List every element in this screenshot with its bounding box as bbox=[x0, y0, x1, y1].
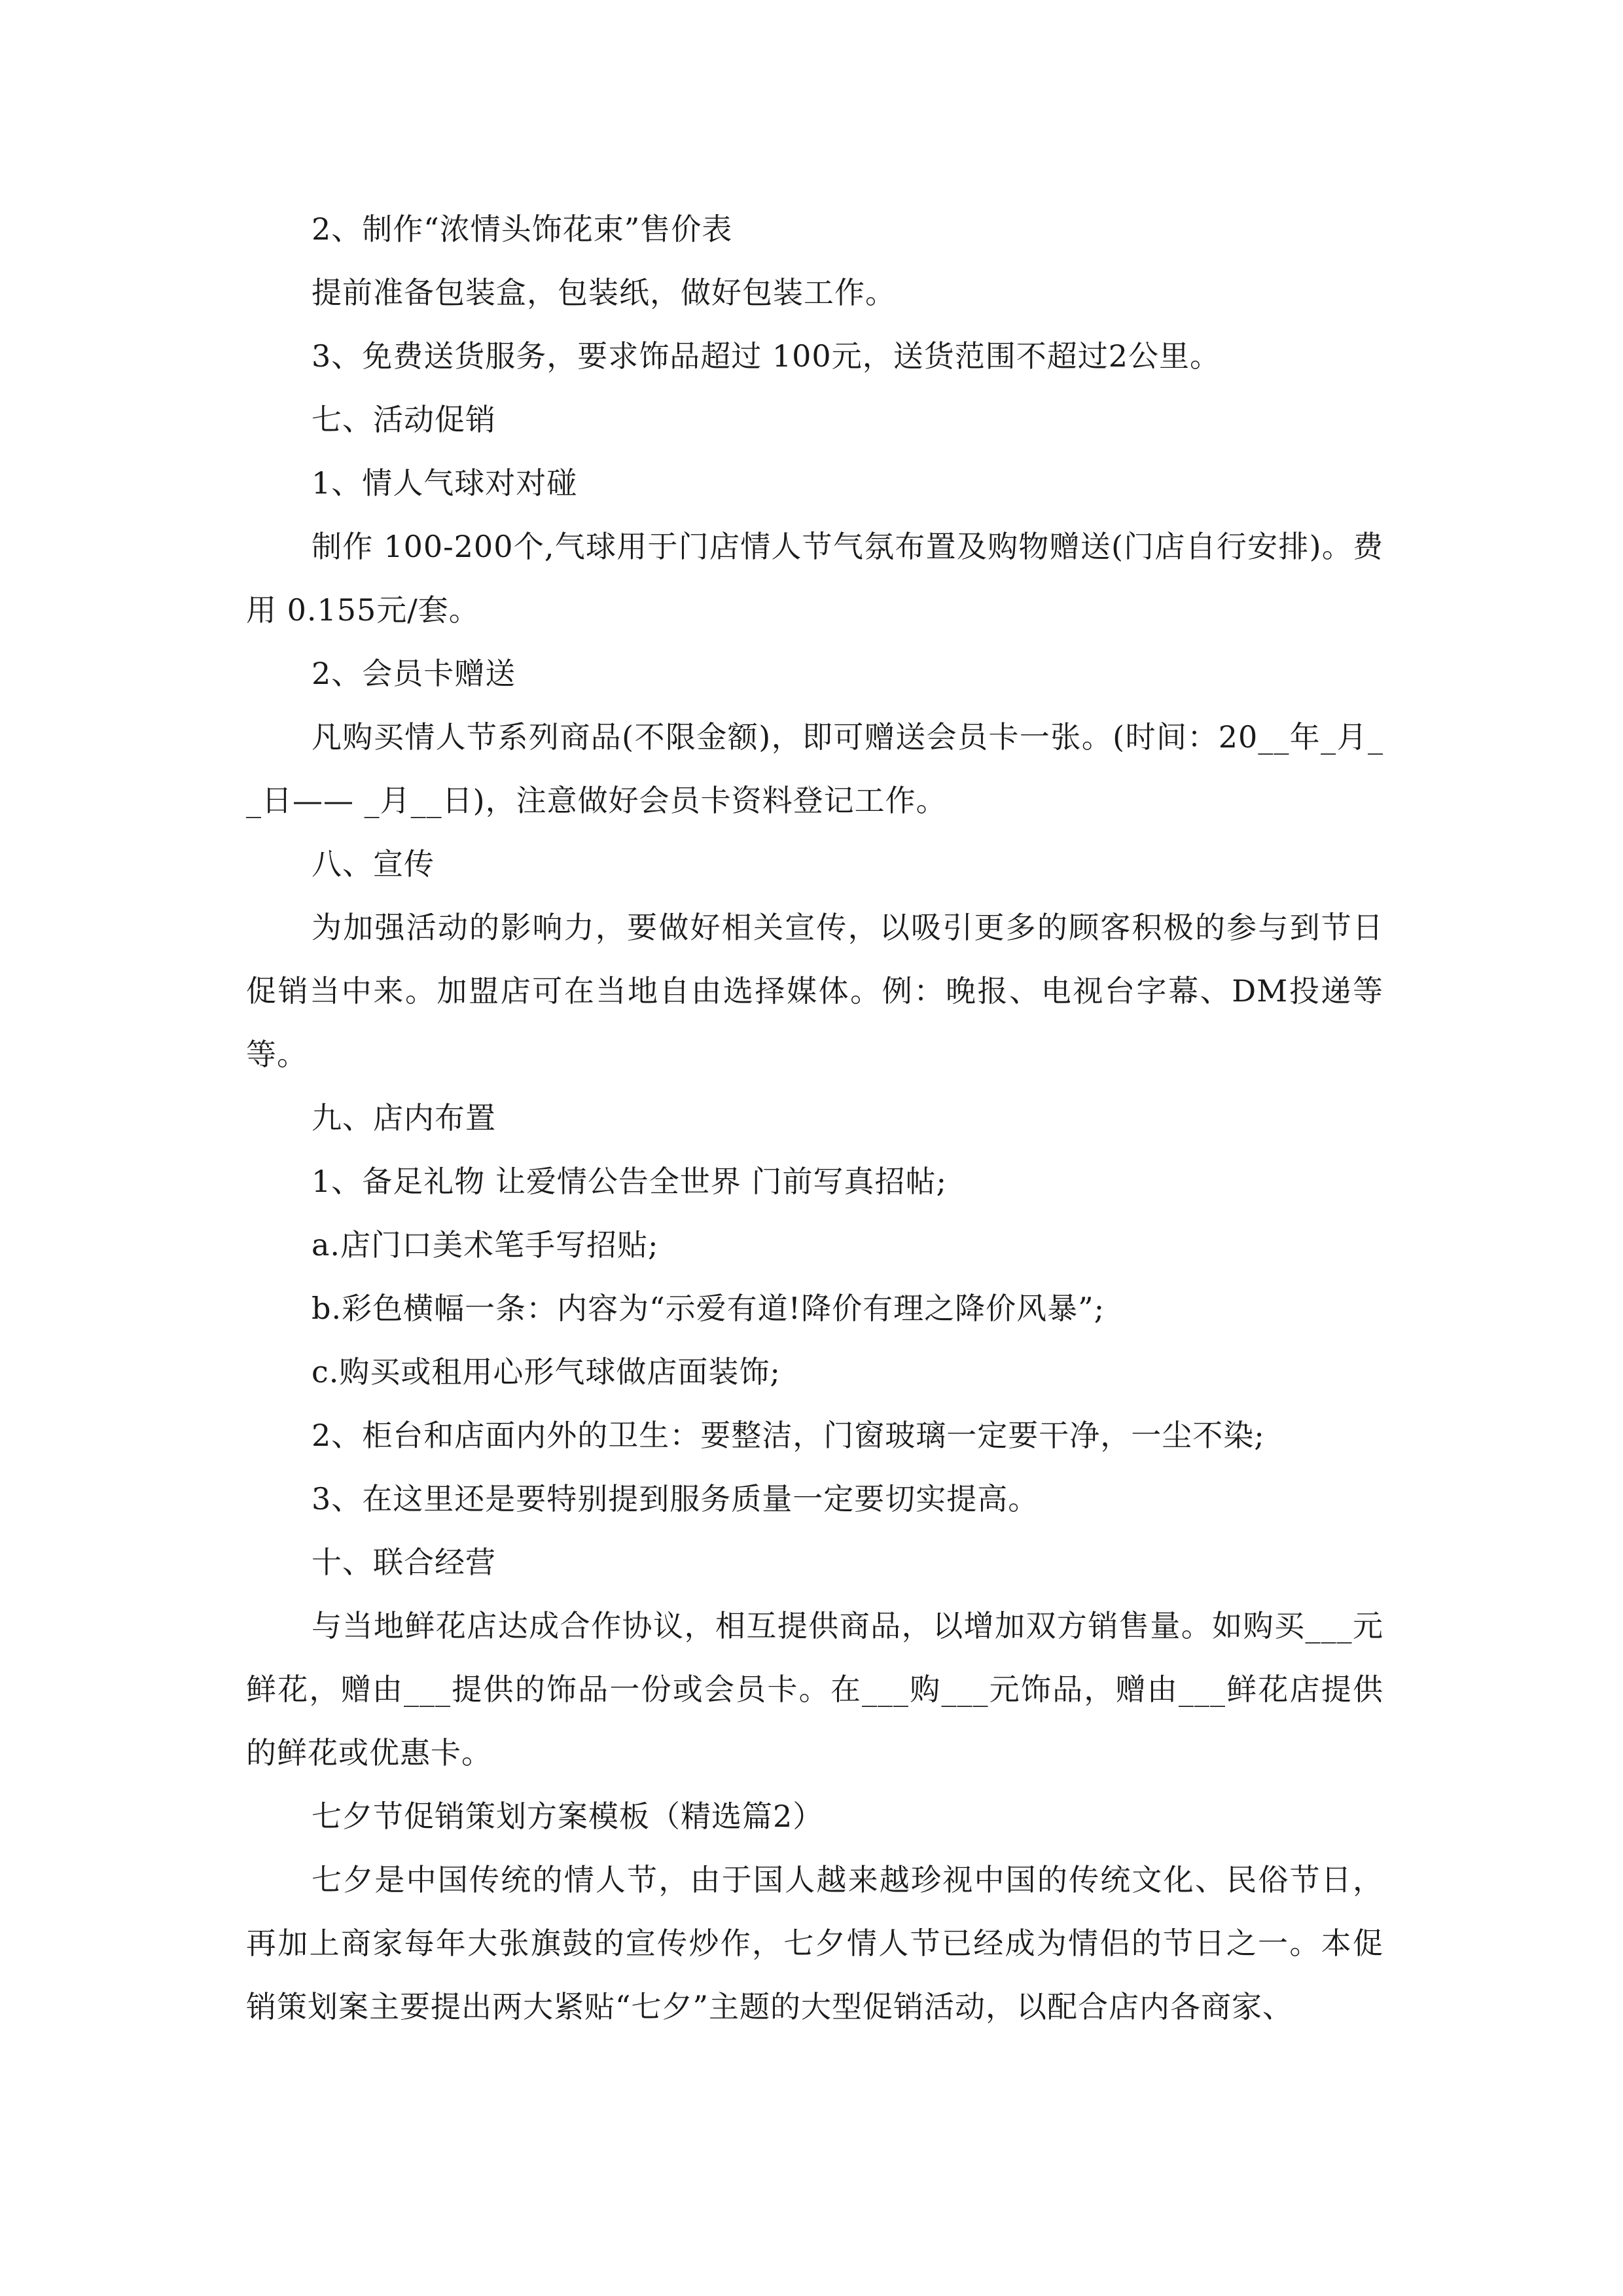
list-item: a.店门口美术笔手写招贴; bbox=[312, 1227, 659, 1263]
paragraph: 3、免费送货服务，要求饰品超过 100元，送货范围不超过2公里。 bbox=[312, 338, 1221, 374]
section-heading: 十、联合经营 bbox=[312, 1545, 496, 1580]
paragraph: 与当地鲜花店达成合作协议，相互提供商品，以增加双方销售量。如购买___元鲜花，赠由___提供的饰品一份或会员卡。在___购___元饰品，赠由___鲜花店提供的鲜花或优惠卡。 bbox=[246, 1608, 1383, 1770]
section-heading: 七、活动促销 bbox=[312, 402, 496, 437]
paragraph: 凡购买情人节系列商品(不限金额)，即可赠送会员卡一张。(时间：20__年_月__日—— _月__日)，注意做好会员卡资料登记工作。 bbox=[246, 719, 1383, 818]
list-item: c.购买或租用心形气球做店面装饰; bbox=[312, 1354, 781, 1390]
list-item: 3、在这里还是要特别提到服务质量一定要切实提高。 bbox=[312, 1481, 1039, 1516]
section-heading: 八、宣传 bbox=[312, 846, 435, 882]
section-heading: 九、店内布置 bbox=[312, 1100, 496, 1136]
paragraph: 七夕是中国传统的情人节，由于国人越来越珍视中国的传统文化、民俗节日，再加上商家每年大张旗鼓的宣传炒作，七夕情人节已经成为情侣的节日之一。本促销策划案主要提出两大紧贴“七夕”主题的大型促销活动，以配合店内各商家、 bbox=[246, 1862, 1383, 2024]
subsection-heading: 1、情人气球对对碰 bbox=[312, 465, 578, 501]
paragraph: 制作 100-200个,气球用于门店情人节气氛布置及购物赠送(门店自行安排)。费用 0.155元/套。 bbox=[246, 529, 1383, 628]
article-title: 七夕节促销策划方案模板（精选篇2） bbox=[312, 1799, 824, 1834]
subsection-heading: 2、会员卡赠送 bbox=[312, 656, 516, 691]
document-body bbox=[246, 198, 1383, 2039]
list-item: 1、备足礼物 让爱情公告全世界 门前写真招帖; bbox=[312, 1164, 948, 1199]
list-item: 2、柜台和店面内外的卫生：要整洁，门窗玻璃一定要干净，一尘不染; bbox=[312, 1418, 1265, 1453]
paragraph: 提前准备包装盒，包装纸，做好包装工作。 bbox=[312, 275, 896, 310]
list-item: b.彩色横幅一条：内容为“示爱有道!降价有理之降价风暴”; bbox=[312, 1291, 1105, 1326]
paragraph: 为加强活动的影响力，要做好相关宣传，以吸引更多的顾客积极的参与到节日促销当中来。加盟店可在当地自由选择媒体。例：晚报、电视台字幕、DM投递等等。 bbox=[246, 910, 1383, 1072]
paragraph: 2、制作“浓情头饰花束”售价表 bbox=[312, 211, 733, 247]
